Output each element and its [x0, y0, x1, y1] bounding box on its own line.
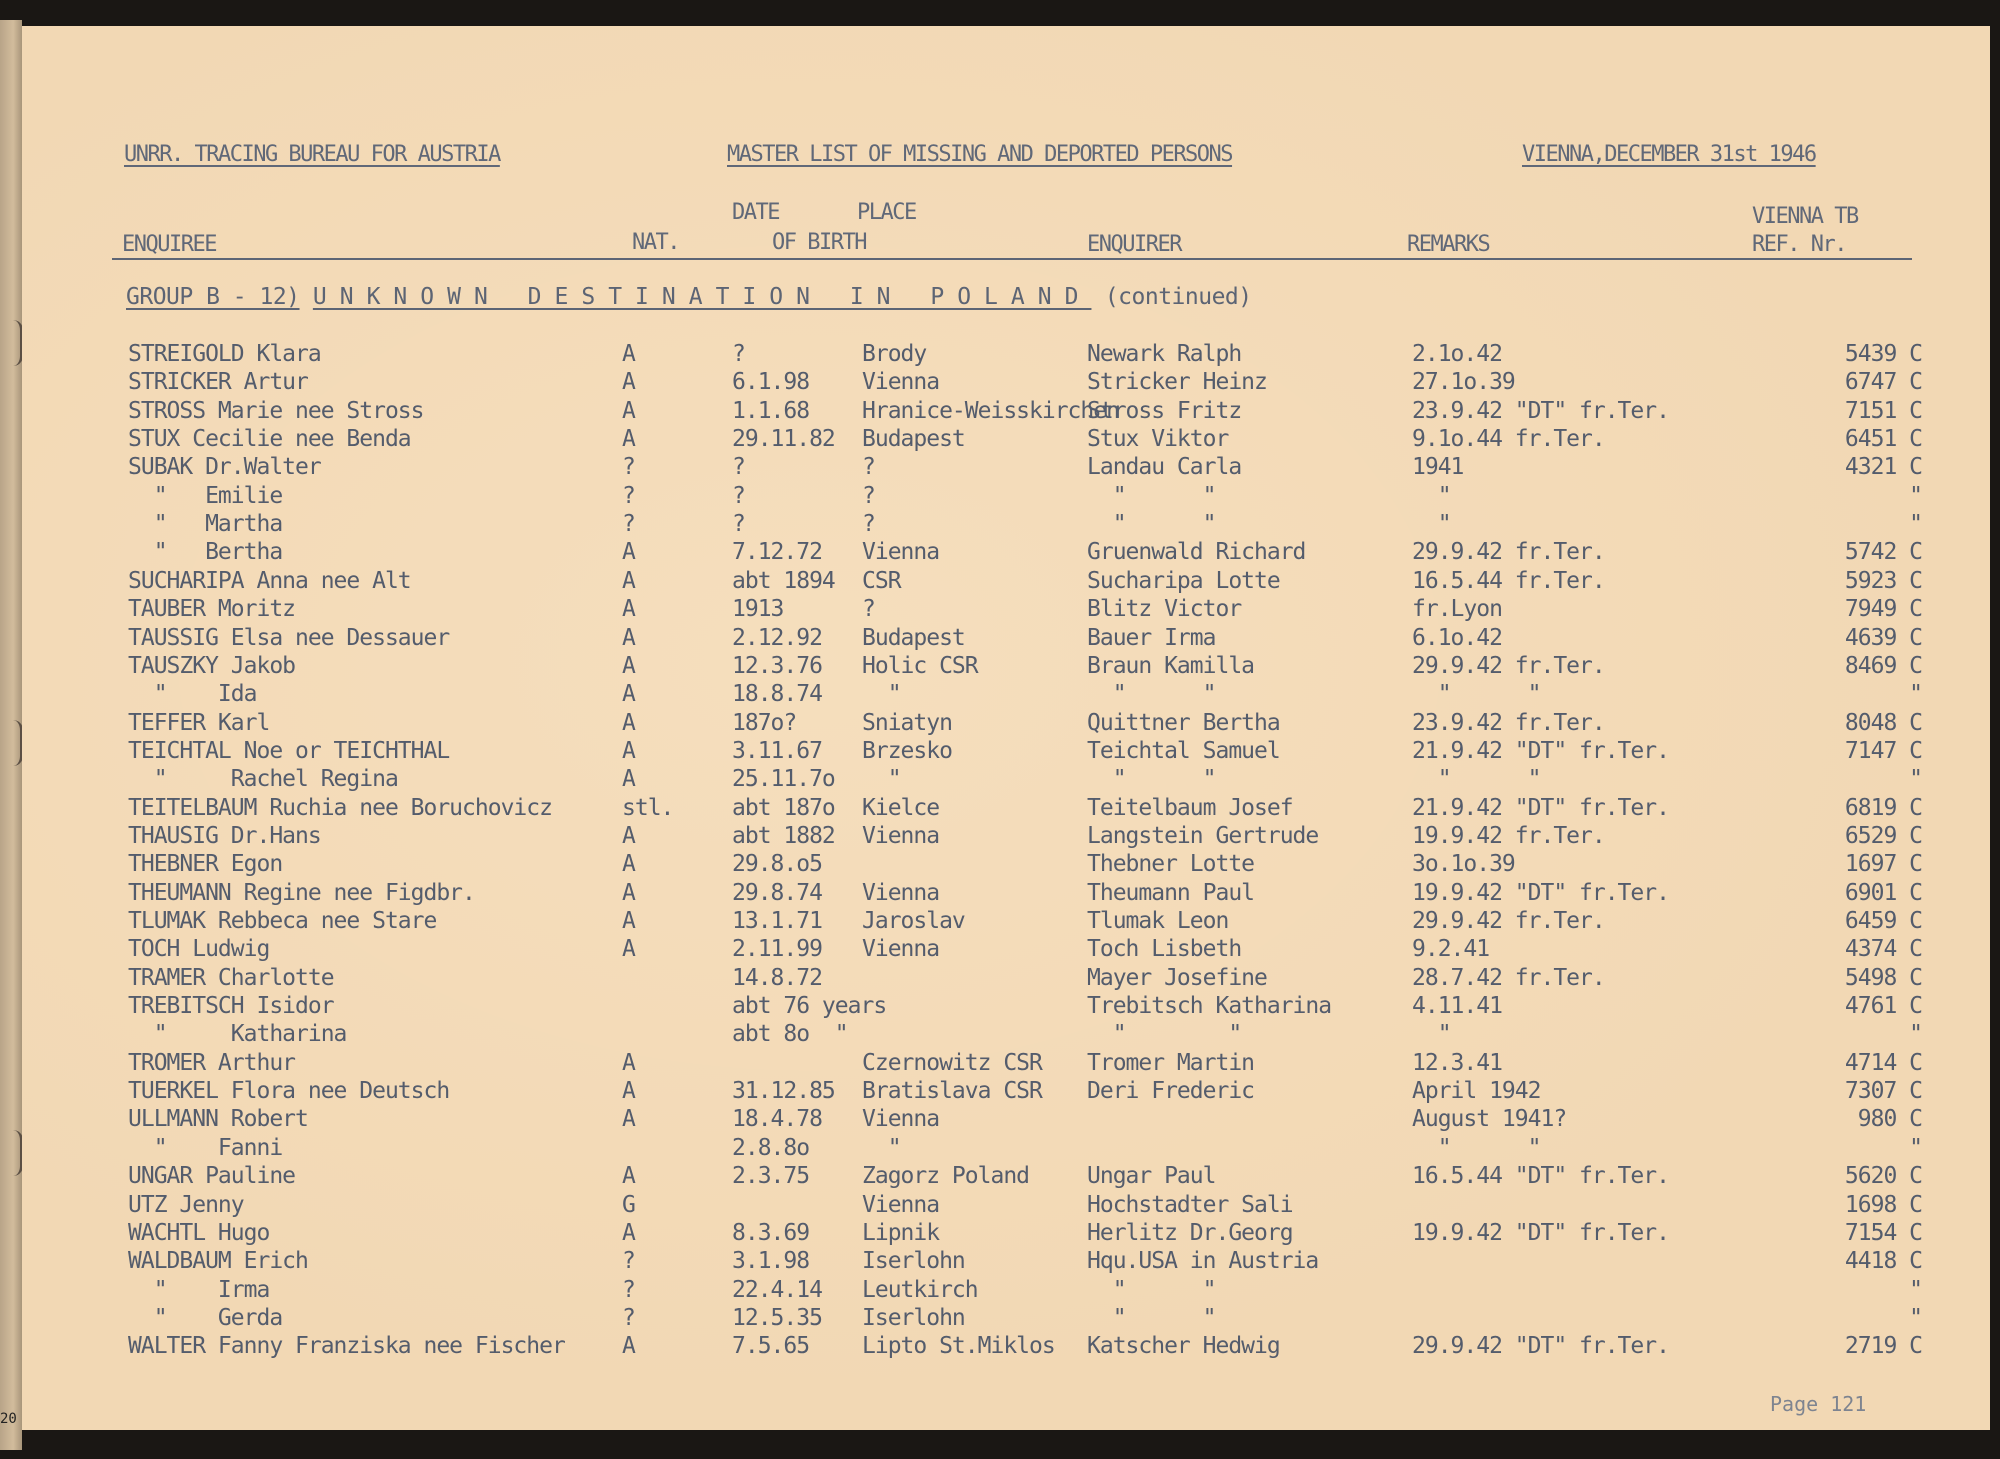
cell-enquirer: Teichtal Samuel	[1087, 737, 1280, 764]
cell-remarks: 28.7.42 fr.Ter.	[1412, 964, 1605, 991]
cell-name: STUX Cecilie nee Benda	[128, 426, 411, 453]
cell-ref: 4714 C	[1844, 1049, 1922, 1076]
cell-place: Zagorz Poland	[862, 1163, 1030, 1190]
cell-enquirer: Katscher Hedwig	[1087, 1333, 1280, 1360]
cell-ref: 980 C	[1857, 1106, 1922, 1133]
cell-nat: A	[622, 822, 635, 849]
table-row	[22, 596, 1990, 624]
cell-date: 6.1.98	[732, 369, 810, 396]
binding-stitch	[2, 320, 23, 366]
cell-place: ?	[862, 482, 875, 509]
cell-ref: 6529 C	[1844, 822, 1922, 849]
cell-name: SUBAK Dr.Walter	[128, 454, 321, 481]
cell-remarks: "	[1412, 1021, 1451, 1048]
cell-ref: 2719 C	[1844, 1333, 1922, 1360]
cell-name: WACHTL Hugo	[128, 1219, 270, 1246]
cell-date: 2.11.99	[732, 936, 822, 963]
cell-ref: 7307 C	[1844, 1078, 1922, 1105]
cell-place: Lipnik	[862, 1219, 940, 1246]
cell-name: " Katharina	[128, 1021, 347, 1048]
cell-enquirer: Mayer Josefine	[1087, 964, 1267, 991]
cell-place: Czernowitz CSR	[862, 1049, 1042, 1076]
header-rule	[112, 258, 1912, 260]
cell-remarks: "	[1412, 482, 1451, 509]
cell-remarks: 19.9.42 fr.Ter.	[1412, 822, 1605, 849]
cell-ref: "	[1883, 766, 1922, 793]
cell-place: "	[862, 766, 901, 793]
cell-ref: 7151 C	[1844, 397, 1922, 424]
col-of-birth: OF BIRTH	[772, 230, 866, 255]
cell-remarks: " "	[1412, 681, 1541, 708]
cell-remarks: "	[1412, 511, 1451, 538]
cell-enquirer: Toch Lisbeth	[1087, 936, 1242, 963]
cell-nat: A	[622, 936, 635, 963]
cell-date: 25.11.7o	[732, 766, 835, 793]
cell-nat: A	[622, 567, 635, 594]
cell-name: UTZ Jenny	[128, 1191, 244, 1218]
cell-nat: A	[622, 851, 635, 878]
cell-remarks: " "	[1412, 766, 1541, 793]
group-suffix: (continued)	[1104, 284, 1252, 310]
binding-stitch	[2, 720, 23, 766]
cell-enquirer: Hqu.USA in Austria	[1087, 1248, 1319, 1275]
cell-place: "	[862, 1134, 901, 1161]
cell-name: STREIGOLD Klara	[128, 341, 321, 367]
cell-date: 29.8.o5	[732, 851, 822, 878]
cell-nat: A	[622, 397, 635, 424]
cell-place: Brzesko	[862, 737, 952, 764]
cell-nat: A	[622, 737, 635, 764]
cell-remarks: April 1942	[1412, 1078, 1541, 1105]
table-row	[22, 936, 1990, 964]
table-row	[22, 1106, 1990, 1134]
table-row	[22, 1135, 1990, 1163]
cell-enquirer: Blitz Victor	[1087, 596, 1242, 623]
cell-place: Kielce	[862, 794, 940, 821]
margin-number: 20	[0, 1411, 17, 1427]
cell-ref: 5923 C	[1844, 567, 1922, 594]
cell-ref: 1698 C	[1844, 1191, 1922, 1218]
col-remarks: REMARKS	[1407, 232, 1490, 257]
cell-ref: "	[1883, 1276, 1922, 1303]
cell-nat: ?	[622, 1276, 635, 1303]
cell-name: " Gerda	[128, 1304, 283, 1331]
cell-ref: 4418 C	[1844, 1248, 1922, 1275]
cell-enquirer: Newark Ralph	[1087, 341, 1242, 367]
cell-enquirer: Stux Viktor	[1087, 426, 1229, 453]
cell-remarks: 19.9.42 "DT" fr.Ter.	[1412, 879, 1669, 906]
cell-remarks: August 1941?	[1412, 1106, 1567, 1133]
cell-remarks: 23.9.42 fr.Ter.	[1412, 709, 1605, 736]
cell-nat: A	[622, 681, 635, 708]
cell-name: TAUBER Moritz	[128, 596, 296, 623]
cell-name: UNGAR Pauline	[128, 1163, 296, 1190]
cell-place: Vienna	[862, 822, 940, 849]
table-row	[22, 568, 1990, 596]
table-row	[22, 851, 1990, 879]
cell-nat: ?	[622, 454, 635, 481]
cell-nat: A	[622, 766, 635, 793]
cell-remarks: 2.1o.42	[1412, 341, 1502, 367]
col-ref-nr: REF. Nr.	[1752, 232, 1846, 257]
cell-nat: A	[622, 1163, 635, 1190]
cell-enquirer: " "	[1087, 1021, 1242, 1048]
cell-ref: 4761 C	[1844, 993, 1922, 1020]
cell-enquirer: Teitelbaum Josef	[1087, 794, 1293, 821]
cell-enquirer: Thebner Lotte	[1087, 851, 1255, 878]
cell-date: 2.3.75	[732, 1163, 810, 1190]
cell-remarks: 1941	[1412, 454, 1464, 481]
cell-remarks: 12.3.41	[1412, 1049, 1502, 1076]
cell-place: ?	[862, 454, 875, 481]
table-row	[22, 539, 1990, 567]
table-row	[22, 880, 1990, 908]
cell-date: abt 76 years	[732, 993, 887, 1020]
cell-enquirer: Trebitsch Katharina	[1087, 993, 1332, 1020]
cell-ref: 5620 C	[1844, 1163, 1922, 1190]
cell-name: THEUMANN Regine nee Figdbr.	[128, 879, 475, 906]
col-enquirer: ENQUIRER	[1087, 232, 1181, 257]
cell-name: THEBNER Egon	[128, 851, 283, 878]
cell-name: THAUSIG Dr.Hans	[128, 822, 321, 849]
cell-ref: "	[1883, 1134, 1922, 1161]
cell-ref: "	[1883, 482, 1922, 509]
cell-nat: A	[622, 709, 635, 736]
col-vienna-tb: VIENNA TB	[1752, 204, 1858, 229]
cell-enquirer: " "	[1087, 482, 1216, 509]
table-row	[22, 483, 1990, 511]
table-row	[22, 795, 1990, 823]
page-number: Page 121	[1770, 1392, 1867, 1416]
cell-enquirer: Ungar Paul	[1087, 1163, 1216, 1190]
cell-remarks: 4.11.41	[1412, 993, 1502, 1020]
cell-date: abt 1882	[732, 822, 835, 849]
cell-date: 13.1.71	[732, 908, 822, 934]
cell-enquirer: " "	[1087, 511, 1216, 538]
cell-remarks: 29.9.42 fr.Ter.	[1412, 652, 1605, 679]
table-row	[22, 738, 1990, 766]
table-row	[22, 653, 1990, 681]
cell-date: 18.8.74	[732, 681, 822, 708]
cell-place: Vienna	[862, 879, 940, 906]
cell-place: Jaroslav	[862, 908, 965, 934]
cell-place: Brody	[862, 341, 927, 367]
cell-enquirer: " "	[1087, 681, 1216, 708]
cell-date: 8.3.69	[732, 1219, 810, 1246]
cell-nat: A	[622, 879, 635, 906]
cell-enquirer: Quittner Bertha	[1087, 709, 1280, 736]
cell-remarks: 27.1o.39	[1412, 369, 1515, 396]
cell-ref: 5742 C	[1844, 539, 1922, 566]
table-row	[22, 1163, 1990, 1191]
table-row	[22, 1078, 1990, 1106]
table-row	[22, 908, 1990, 936]
cell-date: abt 187o	[732, 794, 835, 821]
cell-place: ?	[862, 511, 875, 538]
cell-name: TRAMER Charlotte	[128, 964, 334, 991]
cell-date: 187o?	[732, 709, 797, 736]
cell-date: 7.5.65	[732, 1333, 810, 1360]
cell-enquirer: Stricker Heinz	[1087, 369, 1267, 396]
cell-ref: 4374 C	[1844, 936, 1922, 963]
header-title: MASTER LIST OF MISSING AND DEPORTED PERSONS	[727, 142, 1233, 167]
cell-name: TOCH Ludwig	[128, 936, 270, 963]
cell-place: Vienna	[862, 539, 940, 566]
cell-nat: A	[622, 1106, 635, 1133]
cell-nat: A	[622, 369, 635, 396]
group-prefix: GROUP B - 12)	[126, 284, 300, 310]
table-row	[22, 1305, 1990, 1333]
cell-nat: ?	[622, 511, 635, 538]
cell-date: 29.8.74	[732, 879, 822, 906]
table-row	[22, 681, 1990, 709]
cell-date: ?	[732, 511, 745, 538]
cell-remarks: 19.9.42 "DT" fr.Ter.	[1412, 1219, 1669, 1246]
cell-enquirer: Gruenwald Richard	[1087, 539, 1306, 566]
cell-place: Vienna	[862, 936, 940, 963]
cell-remarks: 21.9.42 "DT" fr.Ter.	[1412, 737, 1669, 764]
cell-date: 2.12.92	[732, 624, 822, 651]
cell-ref: "	[1883, 1021, 1922, 1048]
cell-enquirer: Hochstadter Sali	[1087, 1191, 1293, 1218]
cell-ref: 1697 C	[1844, 851, 1922, 878]
group-title: UNKNOWN DESTINATION IN POLAND	[312, 284, 1092, 310]
cell-name: ULLMANN Robert	[128, 1106, 308, 1133]
cell-enquirer: " "	[1087, 1276, 1216, 1303]
table-row	[22, 426, 1990, 454]
cell-date: ?	[732, 454, 745, 481]
cell-name: WALTER Fanny Franziska nee Fischer	[128, 1333, 565, 1360]
cell-nat: ?	[622, 482, 635, 509]
cell-place: Budapest	[862, 426, 965, 453]
cell-ref: 6747 C	[1844, 369, 1922, 396]
cell-name: TAUSZKY Jakob	[128, 652, 296, 679]
table-row	[22, 710, 1990, 738]
table-row	[22, 511, 1990, 539]
table-row	[22, 1333, 1990, 1361]
cell-place: CSR	[862, 567, 901, 594]
cell-place: Leutkirch	[862, 1276, 978, 1303]
cell-name: WALDBAUM Erich	[128, 1248, 308, 1275]
cell-place: Lipto St.Miklos	[862, 1333, 1055, 1360]
cell-nat: A	[622, 624, 635, 651]
cell-enquirer: Sucharipa Lotte	[1087, 567, 1280, 594]
cell-date: ?	[732, 341, 745, 367]
cell-nat: A	[622, 1078, 635, 1105]
cell-date: 22.4.14	[732, 1276, 822, 1303]
cell-name: TROMER Arthur	[128, 1049, 296, 1076]
cell-name: TEITELBAUM Ruchia nee Boruchovicz	[128, 794, 552, 821]
cell-name: STRICKER Artur	[128, 369, 308, 396]
cell-nat: G	[622, 1191, 635, 1218]
cell-ref: 5439 C	[1844, 341, 1922, 367]
cell-date: 1913	[732, 596, 784, 623]
cell-enquirer: Theumann Paul	[1087, 879, 1255, 906]
cell-remarks: 16.5.44 "DT" fr.Ter.	[1412, 1163, 1669, 1190]
cell-date: abt 8o "	[732, 1021, 848, 1048]
cell-place: Budapest	[862, 624, 965, 651]
cell-name: " Ida	[128, 681, 257, 708]
table-row	[22, 965, 1990, 993]
cell-name: TEICHTAL Noe or TEICHTHAL	[128, 737, 450, 764]
table-row	[22, 398, 1990, 426]
header-org: UNRR. TRACING BUREAU FOR AUSTRIA	[124, 142, 500, 167]
cell-enquirer: Tlumak Leon	[1087, 908, 1229, 934]
cell-remarks: 6.1o.42	[1412, 624, 1502, 651]
cell-ref: "	[1883, 681, 1922, 708]
cell-nat: A	[622, 652, 635, 679]
cell-nat: ?	[622, 1304, 635, 1331]
cell-name: TLUMAK Rebbeca nee Stare	[128, 908, 437, 934]
cell-date: 3.1.98	[732, 1248, 810, 1275]
cell-name: TEFFER Karl	[128, 709, 270, 736]
cell-name: " Martha	[128, 511, 283, 538]
cell-nat: A	[622, 426, 635, 453]
cell-date: 1.1.68	[732, 397, 810, 424]
cell-date: 12.5.35	[732, 1304, 822, 1331]
document-page	[22, 26, 1990, 1430]
table-row	[22, 1248, 1990, 1276]
cell-remarks: 9.1o.44 fr.Ter.	[1412, 426, 1605, 453]
cell-date: 29.11.82	[732, 426, 835, 453]
table-row	[22, 1192, 1990, 1220]
table-row	[22, 766, 1990, 794]
cell-nat: A	[622, 908, 635, 934]
table-row	[22, 1050, 1990, 1078]
cell-ref: 7147 C	[1844, 737, 1922, 764]
cell-nat: A	[622, 341, 635, 367]
cell-date: 3.11.67	[732, 737, 822, 764]
cell-name: STROSS Marie nee Stross	[128, 397, 424, 424]
cell-remarks: 29.9.42 fr.Ter.	[1412, 908, 1605, 934]
cell-name: " Rachel Regina	[128, 766, 398, 793]
cell-enquirer: " "	[1087, 1304, 1216, 1331]
cell-name: " Emilie	[128, 482, 283, 509]
cell-date: 31.12.85	[732, 1078, 835, 1105]
col-date-top: DATE	[732, 200, 779, 225]
cell-place: Iserlohn	[862, 1304, 965, 1331]
cell-enquirer: Tromer Martin	[1087, 1049, 1255, 1076]
cell-nat: A	[622, 539, 635, 566]
cell-enquirer: Herlitz Dr.Georg	[1087, 1219, 1293, 1246]
cell-place: Vienna	[862, 369, 940, 396]
cell-ref: 8469 C	[1844, 652, 1922, 679]
table-row	[22, 1220, 1990, 1248]
table-row	[22, 823, 1990, 851]
cell-ref: "	[1883, 511, 1922, 538]
cell-enquirer: " "	[1087, 766, 1216, 793]
cell-enquirer: Bauer Irma	[1087, 624, 1216, 651]
cell-name: SUCHARIPA Anna nee Alt	[128, 567, 411, 594]
cell-date: abt 1894	[732, 567, 835, 594]
table-row	[22, 1277, 1990, 1305]
cell-place: Holic CSR	[862, 652, 978, 679]
table-row	[22, 993, 1990, 1021]
table-row	[22, 625, 1990, 653]
cell-place: ?	[862, 596, 875, 623]
cell-ref: 7949 C	[1844, 596, 1922, 623]
group-heading	[126, 284, 1252, 310]
cell-remarks: 9.2.41	[1412, 936, 1490, 963]
cell-nat: A	[622, 1219, 635, 1246]
table-row	[22, 341, 1990, 369]
cell-date: ?	[732, 482, 745, 509]
cell-enquirer: Stross Fritz	[1087, 397, 1242, 424]
cell-remarks: 3o.1o.39	[1412, 851, 1515, 878]
cell-date: 14.8.72	[732, 964, 822, 991]
cell-date: 2.8.8o	[732, 1134, 810, 1161]
cell-ref: 4639 C	[1844, 624, 1922, 651]
cell-nat: A	[622, 1049, 635, 1076]
cell-place: Iserlohn	[862, 1248, 965, 1275]
cell-remarks: 16.5.44 fr.Ter.	[1412, 567, 1605, 594]
cell-nat: ?	[622, 1248, 635, 1275]
cell-date: 7.12.72	[732, 539, 822, 566]
cell-remarks: 23.9.42 "DT" fr.Ter.	[1412, 397, 1669, 424]
cell-place: Vienna	[862, 1106, 940, 1133]
col-nat: NAT.	[632, 230, 679, 255]
cell-nat: A	[622, 596, 635, 623]
cell-place: Hranice-Weisskirchen	[862, 397, 1119, 424]
cell-ref: 6459 C	[1844, 908, 1922, 934]
cell-remarks: 21.9.42 "DT" fr.Ter.	[1412, 794, 1669, 821]
cell-ref: 6451 C	[1844, 426, 1922, 453]
cell-name: " Fanni	[128, 1134, 283, 1161]
cell-name: TREBITSCH Isidor	[128, 993, 334, 1020]
cell-remarks: 29.9.42 fr.Ter.	[1412, 539, 1605, 566]
cell-place: "	[862, 681, 901, 708]
cell-nat: A	[622, 1333, 635, 1360]
cell-name: " Bertha	[128, 539, 283, 566]
table-row	[22, 369, 1990, 397]
cell-remarks: 29.9.42 "DT" fr.Ter.	[1412, 1333, 1669, 1360]
cell-name: TUERKEL Flora nee Deutsch	[128, 1078, 450, 1105]
book-binding	[0, 20, 22, 1450]
cell-name: " Irma	[128, 1276, 270, 1303]
cell-ref: 8048 C	[1844, 709, 1922, 736]
cell-enquirer: Braun Kamilla	[1087, 652, 1255, 679]
cell-ref: 6819 C	[1844, 794, 1922, 821]
cell-ref: 6901 C	[1844, 879, 1922, 906]
cell-place: Sniatyn	[862, 709, 952, 736]
binding-stitch	[2, 1130, 23, 1176]
cell-name: TAUSSIG Elsa nee Dessauer	[128, 624, 450, 651]
table-row	[22, 1021, 1990, 1049]
table-row	[22, 454, 1990, 482]
cell-date: 18.4.78	[732, 1106, 822, 1133]
cell-ref: "	[1883, 1304, 1922, 1331]
cell-enquirer: Deri Frederic	[1087, 1078, 1255, 1105]
cell-ref: 5498 C	[1844, 964, 1922, 991]
cell-date: 12.3.76	[732, 652, 822, 679]
header-place-date: VIENNA,DECEMBER 31st 1946	[1522, 142, 1816, 167]
cell-enquirer: Langstein Gertrude	[1087, 822, 1319, 849]
col-enquiree: ENQUIREE	[122, 232, 216, 257]
cell-ref: 4321 C	[1844, 454, 1922, 481]
cell-enquirer: Landau Carla	[1087, 454, 1242, 481]
cell-remarks: fr.Lyon	[1412, 596, 1502, 623]
cell-place: Bratislava CSR	[862, 1078, 1042, 1105]
cell-ref: 7154 C	[1844, 1219, 1922, 1246]
cell-nat: stl.	[622, 794, 674, 821]
cell-place: Vienna	[862, 1191, 940, 1218]
cell-remarks: " "	[1412, 1134, 1541, 1161]
col-place-top: PLACE	[857, 200, 916, 225]
